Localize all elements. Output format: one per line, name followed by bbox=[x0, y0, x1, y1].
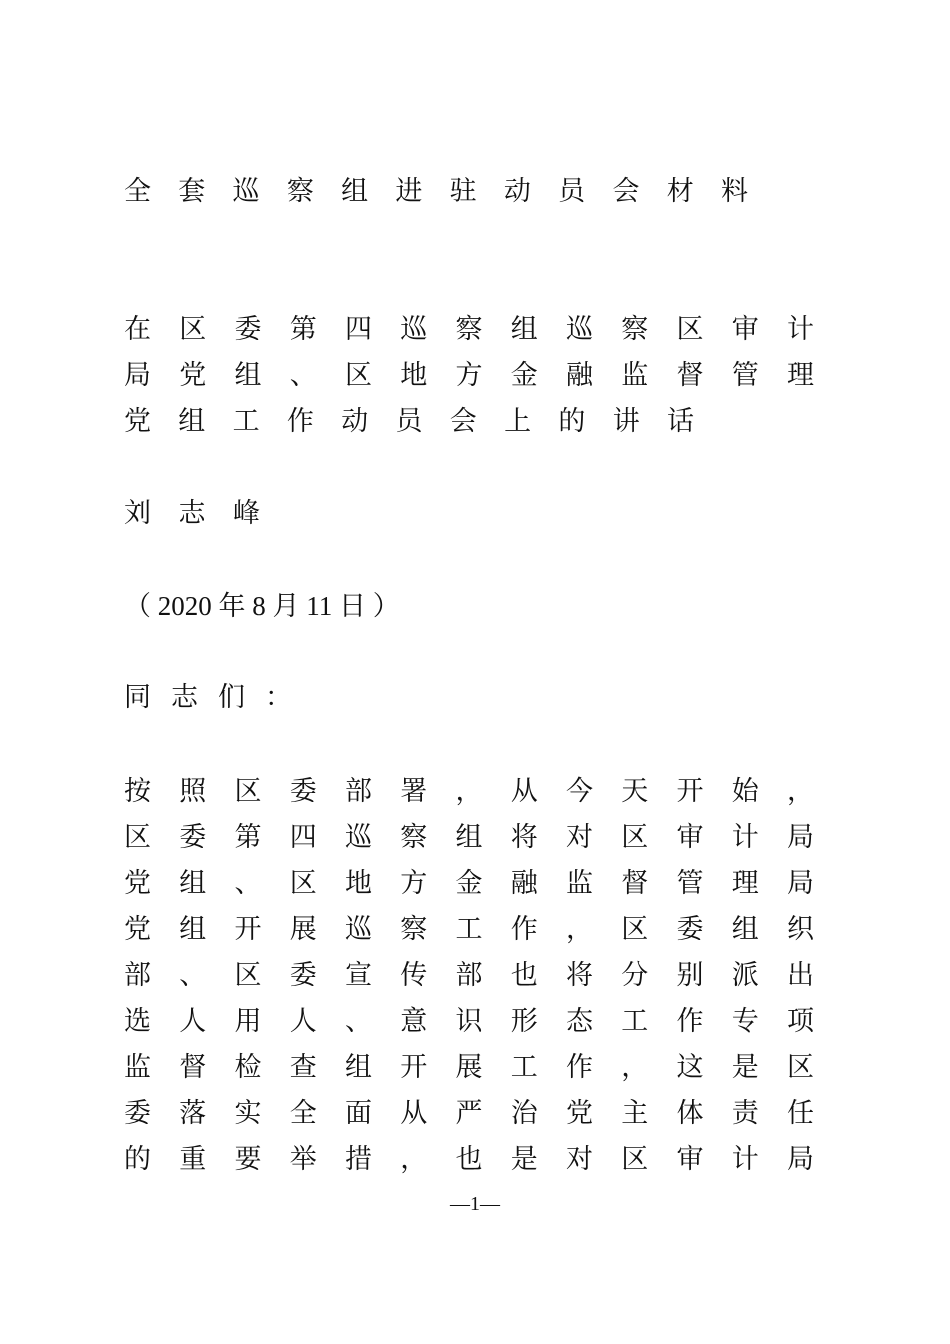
document-title: 全 套 巡 察 组 进 驻 动 员 会 材 料 bbox=[124, 176, 748, 207]
body-line: 党 组 开 展 巡 察 工 作 ， 区 委 组 织 bbox=[124, 914, 814, 945]
page-number: —1— bbox=[450, 1193, 500, 1215]
body-line: 的 重 要 举 措 ， 也 是 对 区 审 计 局 bbox=[124, 1144, 814, 1175]
speech-heading-line-1: 在 区 委 第 四 巡 察 组 巡 察 区 审 计 bbox=[124, 314, 814, 345]
body-line: 党 组 、 区 地 方 金 融 监 督 管 理 局 bbox=[124, 868, 814, 899]
speech-heading-line-3: 党 组 工 作 动 员 会 上 的 讲 话 bbox=[124, 406, 694, 437]
body-line: 按 照 区 委 部 署 ， 从 今 天 开 始 ， bbox=[124, 776, 814, 807]
author-name: 刘 志 峰 bbox=[124, 498, 260, 529]
body-line: 监 督 检 查 组 开 展 工 作 ， 这 是 区 bbox=[124, 1052, 814, 1083]
body-line: 部 、 区 委 宣 传 部 也 将 分 别 派 出 bbox=[124, 960, 814, 991]
speech-heading-line-2: 局 党 组 、 区 地 方 金 融 监 督 管 理 bbox=[124, 360, 814, 391]
body-line: 委 落 实 全 面 从 严 治 党 主 体 责 任 bbox=[124, 1098, 814, 1129]
speech-date: （ 2020 年 8 月 11 日 ） bbox=[124, 591, 400, 621]
body-line: 选 人 用 人 、 意 识 形 态 工 作 专 项 bbox=[124, 1006, 814, 1037]
body-line: 区 委 第 四 巡 察 组 将 对 区 审 计 局 bbox=[124, 822, 814, 853]
greeting: 同 志 们 ： bbox=[124, 682, 292, 713]
